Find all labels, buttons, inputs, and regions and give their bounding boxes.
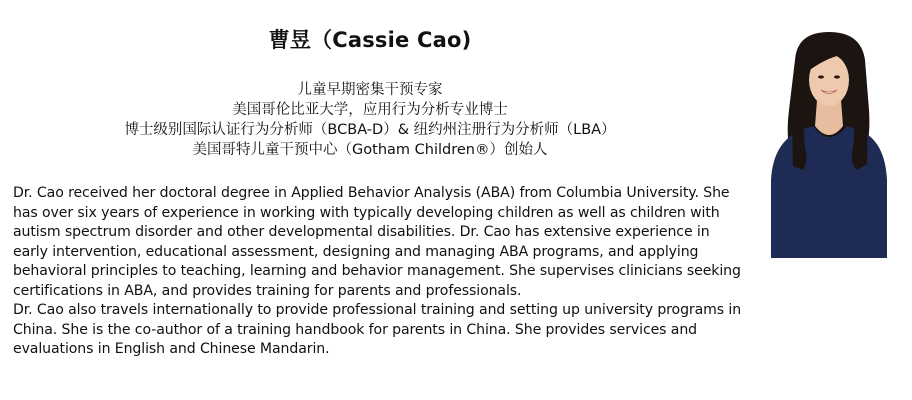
title-line: 儿童早期密集干预专家 <box>297 82 443 98</box>
portrait-illustration <box>757 30 899 258</box>
title-line: 博士级别国际认证行为分析师（BCBA-D）& 纽约州注册行为分析师（LBA） <box>124 122 616 138</box>
portrait-photo <box>757 30 899 258</box>
title-line: 美国哥伦比亚大学，应用行为分析专业博士 <box>232 102 508 118</box>
professional-titles <box>0 80 740 160</box>
title-line: 美国哥特儿童干预中心（Gotham Children®）创始人 <box>192 142 548 158</box>
bio-paragraph: Dr. Cao received her doctoral degree in Applied Behavior Analysis (ABA) from Columbia University. She has over six years of experience in working with typically developing children as well as children with autism spectrum disorder and other developmental disabilities. Dr. Cao has extensive experience in early intervention, educational assessment, designing and managing ABA programs, and applying behavioral principles to teaching, learning and behavior management. She supervises clinicians seeking certifications in ABA, and provides training for parents and professionals. <box>13 185 741 299</box>
bio-paragraph: Dr. Cao also travels internationally to provide professional training and setting up university programs in China. She is the co-author of a training handbook for parents in China. She provides services and evaluations in English and Chinese Mandarin. <box>13 302 742 357</box>
person-name: 曹昱（Cassie Cao) <box>268 28 472 52</box>
biography <box>13 184 743 360</box>
